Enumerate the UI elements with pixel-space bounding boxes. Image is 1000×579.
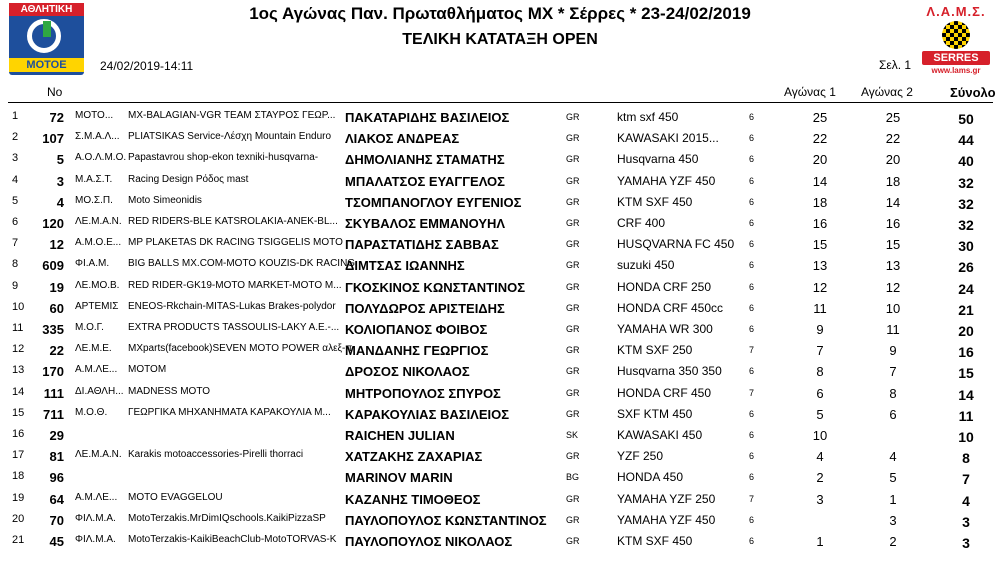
cell-cl: 7 xyxy=(749,493,755,504)
cell-r2: 9 xyxy=(889,343,897,359)
cell-r1: 4 xyxy=(816,449,824,465)
cell-cl: 6 xyxy=(749,133,755,144)
cell-team: MP PLAKETAS DK RACING TSIGGELIS MOTO xyxy=(128,237,343,249)
cell-nat: GR xyxy=(566,281,580,292)
cell-club: ΦΙΛ.Μ.Α. xyxy=(75,512,116,524)
cell-num: 120 xyxy=(42,216,64,231)
cell-nat: GR xyxy=(566,175,580,186)
cell-name: ΤΣΟΜΠΑΝΟΓΛΟΥ ΕΥΓΕΝΙΟΣ xyxy=(345,194,522,210)
page-number: Σελ. 1 xyxy=(879,58,912,72)
cell-cl: 7 xyxy=(749,345,755,356)
cell-r1: 18 xyxy=(812,194,828,210)
cell-team: EXTRA PRODUCTS TASSOULIS-LAKY A.E.-... xyxy=(128,322,340,333)
cell-r1: 6 xyxy=(816,385,824,401)
cell-club: ΛΕ.Μ.Α.Ν. xyxy=(75,449,122,461)
cell-total: 26 xyxy=(958,259,974,276)
cell-total: 32 xyxy=(958,195,974,212)
cell-nat: BG xyxy=(566,472,580,483)
cell-nat: GR xyxy=(566,324,580,334)
cell-total: 24 xyxy=(958,280,974,297)
cell-r2: 8 xyxy=(889,385,897,401)
cell-name: ΜΑΝΔΑΝΗΣ ΓΕΩΡΓΙΟΣ xyxy=(345,343,489,359)
cell-team: MotoTerzakis-KaikiBeachClub-MotoTORVAS-K xyxy=(128,534,337,545)
cell-name: ΠΟΛΥΔΩΡΟΣ ΑΡΙΣΤΕΙΔΗΣ xyxy=(345,300,505,316)
table-row xyxy=(0,467,1000,488)
cell-cl: 6 xyxy=(749,239,755,250)
cell-name: ΔΡΟΣΟΣ ΝΙΚΟΛΑΟΣ xyxy=(345,364,470,380)
cell-r1: 20 xyxy=(812,152,828,168)
cell-pos: 9 xyxy=(12,279,19,292)
cell-team: BIG BALLS MX.COM-MOTO KOUZIS-DK RACING xyxy=(128,258,356,270)
logo-right-site: www.lams.gr xyxy=(931,66,981,75)
cell-nat: GR xyxy=(566,112,580,122)
cell-pos: 15 xyxy=(12,406,25,419)
cell-total: 44 xyxy=(958,132,974,149)
cell-r2: 25 xyxy=(885,110,901,125)
cell-club: ΔΙ.ΑΘΛΗ... xyxy=(75,385,124,397)
cell-bike: HONDA 450 xyxy=(617,470,684,485)
cell-total: 50 xyxy=(958,111,974,127)
cell-total: 32 xyxy=(958,217,974,233)
cell-r1: 9 xyxy=(816,322,824,337)
cell-team: MXparts(facebook)SEVEN MOTO POWER αλεξ-π xyxy=(128,343,353,355)
cell-bike: KAWASAKI 2015... xyxy=(617,131,719,146)
cell-name: ΔΙΜΤΣΑΣ ΙΩΑΝΝΗΣ xyxy=(345,258,465,274)
cell-pos: 6 xyxy=(12,216,19,228)
cell-pos: 7 xyxy=(12,237,19,250)
cell-r1: 7 xyxy=(816,343,824,359)
cell-num: 22 xyxy=(49,343,64,359)
cell-cl: 6 xyxy=(749,112,755,122)
logo-right-serres: SERRES xyxy=(922,51,990,65)
cell-r2: 6 xyxy=(889,406,897,422)
cell-r2: 10 xyxy=(885,300,901,316)
cell-bike: YAMAHA YZF 450 xyxy=(617,173,716,188)
cell-team: MotoTerzakis.MrDimIQschools.KaikiPizzaSP xyxy=(128,512,326,524)
cell-num: 70 xyxy=(49,512,64,528)
cell-club: ΛΕ.Μ.Ε. xyxy=(75,343,112,355)
cell-pos: 5 xyxy=(12,194,19,207)
cell-total: 21 xyxy=(958,301,974,318)
cell-num: 107 xyxy=(42,131,64,147)
cell-team: PLIATSIKAS Service-Λέσχη Mountain Enduro xyxy=(128,131,332,143)
cell-team: Moto Simeonidis xyxy=(128,194,202,206)
cell-total: 30 xyxy=(958,238,974,255)
cell-team: MX-BALAGIAN-VGR TEAM ΣΤΑΥΡΟΣ ΓΕΩΡ... xyxy=(128,110,336,121)
cell-club: Α.Μ.ΛΕ... xyxy=(75,364,118,376)
cell-bike: Husqvarna 450 xyxy=(617,152,699,167)
cell-bike: YZF 250 xyxy=(617,449,664,464)
cell-cl: 6 xyxy=(749,260,755,271)
cell-nat: GR xyxy=(566,366,580,377)
table-row xyxy=(0,531,1000,552)
cell-nat: GR xyxy=(566,387,580,398)
column-header-total: Σύνολο xyxy=(950,85,996,100)
cell-num: 711 xyxy=(43,406,64,422)
cell-bike: HUSQVARNA FC 450 xyxy=(617,237,735,252)
cell-pos: 8 xyxy=(12,258,19,271)
page-title: 1ος Αγώνας Παν. Πρωταθλήματος MX * Σέρρες * 23-24/02/2019 xyxy=(249,4,751,23)
cell-pos: 18 xyxy=(12,470,25,483)
cell-name: ΠΑΡΑΣΤΑΤΙΔΗΣ ΣΑΒΒΑΣ xyxy=(345,237,499,253)
cell-nat: GR xyxy=(566,345,580,356)
cell-num: 19 xyxy=(49,279,64,295)
cell-name: ΣΚΥΒΑΛΟΣ ΕΜΜΑΝΟΥΗΛ xyxy=(345,216,506,231)
table-row xyxy=(0,404,1000,425)
cell-total: 14 xyxy=(958,386,974,403)
cell-r2: 3 xyxy=(889,512,897,528)
cell-team: Papastavrou shop-ekon texniki-husqvarna- xyxy=(128,152,319,164)
cell-r1: 25 xyxy=(812,110,828,125)
cell-r2: 1 xyxy=(889,491,897,507)
cell-team: Racing Design Ρόδος mast xyxy=(128,173,249,185)
cell-num: 335 xyxy=(42,322,64,337)
cell-club: ΜΟ.Σ.Π. xyxy=(75,194,113,206)
cell-total: 20 xyxy=(958,323,974,339)
cell-nat: GR xyxy=(566,514,580,525)
cell-bike: KTM SXF 450 xyxy=(617,194,693,209)
cell-cl: 6 xyxy=(749,196,755,207)
cell-num: 72 xyxy=(49,110,64,125)
cell-bike: SXF KTM 450 xyxy=(617,406,693,421)
cell-total: 16 xyxy=(958,344,974,361)
table-row xyxy=(0,489,1000,510)
cell-r1: 15 xyxy=(812,237,828,253)
cell-total: 4 xyxy=(962,492,970,509)
cell-total: 15 xyxy=(958,365,974,382)
cell-pos: 4 xyxy=(12,173,19,186)
cell-nat: GR xyxy=(566,408,580,419)
cell-name: ΚΟΛΙΟΠΑΝΟΣ ΦΟΙΒΟΣ xyxy=(345,322,488,337)
table-row xyxy=(0,446,1000,467)
cell-num: 3 xyxy=(56,173,64,189)
cell-num: 12 xyxy=(49,237,64,253)
cell-num: 64 xyxy=(49,491,64,507)
cell-club: ΑΡΤΕΜΙΣ xyxy=(75,300,119,312)
cell-cl: 6 xyxy=(749,451,755,462)
cell-r2: 22 xyxy=(885,131,901,147)
cell-pos: 17 xyxy=(12,449,25,462)
cell-r2: 7 xyxy=(889,364,897,380)
cell-bike: HONDA CRF 250 xyxy=(617,279,712,294)
cell-num: 5 xyxy=(56,152,64,168)
cell-num: 81 xyxy=(49,449,64,465)
cell-nat: GR xyxy=(566,239,580,250)
cell-r1: 22 xyxy=(812,131,828,147)
cell-club: Σ.Μ.Α.Λ... xyxy=(75,131,120,143)
cell-total: 7 xyxy=(962,471,970,488)
cell-bike: KAWASAKI 450 xyxy=(617,428,703,442)
cell-name: ΠΑΚΑΤΑΡΙΔΗΣ ΒΑΣΙΛΕΙΟΣ xyxy=(345,110,510,125)
table-row xyxy=(0,510,1000,531)
cell-r2: 4 xyxy=(889,449,897,465)
table-row xyxy=(0,213,1000,234)
page-subtitle: ΤΕΛΙΚΗ ΚΑΤΑΤΑΞΗ OPEN xyxy=(402,31,598,48)
cell-num: 60 xyxy=(49,300,64,316)
cell-name: ΚΑΡΑΚΟΥΛΙΑΣ ΒΑΣΙΛΕΙΟΣ xyxy=(345,406,510,422)
cell-r2: 16 xyxy=(885,216,901,231)
cell-nat: SK xyxy=(566,430,579,440)
cell-r2: 13 xyxy=(885,258,901,274)
cell-bike: ktm sxf 450 xyxy=(617,110,679,124)
cell-pos: 14 xyxy=(12,385,25,398)
cell-cl: 6 xyxy=(749,281,755,292)
cell-r1: 5 xyxy=(816,406,824,422)
cell-pos: 2 xyxy=(12,131,19,144)
cell-r2: 2 xyxy=(889,534,897,549)
cell-bike: YAMAHA YZF 450 xyxy=(617,512,716,527)
cell-pos: 16 xyxy=(12,428,25,440)
cell-club: Μ.Ο.Θ. xyxy=(75,406,108,418)
table-row xyxy=(0,107,1000,128)
cell-name: ΜΠΑΛΑΤΣΟΣ ΕΥΑΓΓΕΛΟΣ xyxy=(345,173,505,189)
cell-club: ΦΙΛ.Μ.Α. xyxy=(75,534,116,545)
cell-num: 45 xyxy=(49,534,64,549)
cell-r2: 11 xyxy=(886,322,900,337)
table-row xyxy=(0,425,1000,446)
column-header-race1: Αγώνας 1 xyxy=(784,85,836,99)
cell-cl: 6 xyxy=(749,218,755,228)
cell-club: ΛΕ.Μ.Α.Ν. xyxy=(75,216,122,227)
cell-num: 170 xyxy=(42,364,64,380)
cell-team: MOTO EVAGGELOU xyxy=(128,491,223,503)
cell-team: ΓΕΩΡΓΙΚΑ ΜΗΧΑΝΗΜΑΤΑ ΚΑΡΑΚΟΥΛΙΑ Μ... xyxy=(128,406,331,418)
table-row xyxy=(0,128,1000,149)
cell-pos: 1 xyxy=(12,110,19,122)
cell-nat: GR xyxy=(566,154,580,165)
cell-team: RED RIDER-GK19-MOTO MARKET-MOTO M... xyxy=(128,279,342,291)
cell-bike: KTM SXF 250 xyxy=(617,343,693,358)
logo-right-lams: Λ.Α.Μ.Σ. xyxy=(926,4,986,19)
cell-club: ΜΟΤΟ... xyxy=(75,110,114,121)
cell-cl: 6 xyxy=(749,536,755,546)
cell-r1: 8 xyxy=(816,364,824,380)
cell-club: Μ.Α.Σ.Τ. xyxy=(75,173,113,185)
cell-cl: 6 xyxy=(749,472,755,483)
cell-name: ΓΚΟΣΚΙΝΟΣ ΚΩΝΣΤΑΝΤΙΝΟΣ xyxy=(345,279,526,295)
cell-name: ΧΑΤΖΑΚΗΣ ΖΑΧΑΡΙΑΣ xyxy=(345,449,483,465)
cell-nat: GR xyxy=(566,536,580,546)
cell-bike: Husqvarna 350 350 xyxy=(617,364,722,379)
cell-num: 29 xyxy=(49,428,64,443)
cell-total: 32 xyxy=(958,174,974,191)
cell-pos: 10 xyxy=(12,300,25,313)
cell-name: ΠΑΥΛΟΠΟΥΛΟΣ ΚΩΝΣΤΑΝΤΙΝΟΣ xyxy=(345,512,547,528)
table-row xyxy=(0,149,1000,170)
cell-pos: 19 xyxy=(12,491,25,504)
cell-bike: CRF 400 xyxy=(617,216,666,230)
cell-r1: 13 xyxy=(812,258,828,274)
cell-total: 3 xyxy=(962,535,970,551)
cell-total: 40 xyxy=(958,153,974,170)
cell-bike: YAMAHA WR 300 xyxy=(617,322,713,336)
cell-r1: 12 xyxy=(812,279,828,295)
cell-cl: 6 xyxy=(749,514,755,525)
cell-club: Α.Μ.Ο.Ε... xyxy=(75,237,122,249)
cell-total: 10 xyxy=(958,429,974,445)
cell-team: Karakis motoaccessories-Pirelli thorraci xyxy=(128,449,304,461)
cell-r1: 14 xyxy=(812,173,828,189)
cell-team: MOTOM xyxy=(128,364,167,376)
cell-cl: 6 xyxy=(749,430,755,440)
cell-cl: 6 xyxy=(749,302,755,313)
cell-cl: 6 xyxy=(749,154,755,165)
table-row xyxy=(0,319,1000,340)
cell-nat: GR xyxy=(566,133,580,144)
cell-team: RED RIDERS-BLE KATSROLAKIA-ANEK-BL... xyxy=(128,216,338,227)
cell-club: Μ.Ο.Γ. xyxy=(75,322,104,333)
cell-club: Α.Μ.ΛΕ... xyxy=(75,491,118,503)
cell-pos: 3 xyxy=(12,152,19,165)
cell-cl: 6 xyxy=(749,366,755,377)
cell-r2: 12 xyxy=(885,279,901,295)
cell-name: ΚΑΖΑΝΗΣ ΤΙΜΟΘΕΟΣ xyxy=(345,491,481,507)
cell-bike: YAMAHA YZF 250 xyxy=(617,491,716,506)
cell-r1: 10 xyxy=(812,428,828,443)
cell-r1: 2 xyxy=(816,470,824,486)
cell-r1: 1 xyxy=(816,534,824,549)
cell-club: ΦΙ.Α.Μ. xyxy=(75,258,110,270)
column-header-race2: Αγώνας 2 xyxy=(861,85,913,99)
cell-num: 111 xyxy=(43,385,64,401)
table-row xyxy=(0,192,1000,213)
column-header-no: No xyxy=(47,85,63,99)
cell-pos: 12 xyxy=(12,343,25,356)
cell-num: 4 xyxy=(56,194,64,210)
cell-r1: 11 xyxy=(813,300,827,316)
cell-team: MADNESS MOTO xyxy=(128,385,211,397)
cell-nat: GR xyxy=(566,302,580,313)
cell-total: 8 xyxy=(962,450,970,467)
cell-total: 3 xyxy=(962,513,970,530)
print-datetime: 24/02/2019-14:11 xyxy=(100,59,194,73)
table-row xyxy=(0,383,1000,404)
cell-nat: GR xyxy=(566,451,580,462)
cell-cl: 6 xyxy=(749,324,755,334)
cell-r2: 14 xyxy=(885,194,901,210)
cell-pos: 21 xyxy=(12,534,25,546)
cell-bike: HONDA CRF 450cc xyxy=(617,300,724,315)
header-divider xyxy=(8,102,993,103)
table-row xyxy=(0,298,1000,319)
table-row xyxy=(0,361,1000,382)
cell-pos: 20 xyxy=(12,512,25,525)
cell-name: MARINOV MARIN xyxy=(345,470,453,486)
cell-name: RAICHEN JULIAN xyxy=(345,428,455,443)
table-row xyxy=(0,234,1000,255)
cell-name: ΛΙΑΚΟΣ ΑΝΔΡΕΑΣ xyxy=(345,131,460,147)
cell-club: ΛΕ.ΜΟ.Β. xyxy=(75,279,120,291)
cell-club: Α.Ο.Λ.Μ.Ο. xyxy=(75,152,127,164)
cell-team: ENEOS-Rkchain-MITAS-Lukas Brakes-polydor xyxy=(128,300,336,312)
cell-name: ΔΗΜΟΛΙΑΝΗΣ ΣΤΑΜΑΤΗΣ xyxy=(345,152,505,168)
cell-r2: 18 xyxy=(885,173,901,189)
cell-r1: 3 xyxy=(816,491,824,507)
cell-pos: 11 xyxy=(12,322,24,334)
table-row xyxy=(0,277,1000,298)
cell-bike: suzuki 450 xyxy=(617,258,675,273)
logo-left-bottom-text: MOTOE xyxy=(9,58,84,72)
cell-nat: GR xyxy=(566,218,580,228)
cell-num: 96 xyxy=(49,470,64,486)
cell-r2: 5 xyxy=(889,470,897,486)
cell-r2: 20 xyxy=(885,152,901,168)
cell-cl: 7 xyxy=(749,387,755,398)
table-row xyxy=(0,171,1000,192)
cell-nat: GR xyxy=(566,260,580,271)
cell-cl: 6 xyxy=(749,175,755,186)
cell-pos: 13 xyxy=(12,364,25,377)
cell-bike: HONDA CRF 450 xyxy=(617,385,712,400)
cell-bike: KTM SXF 450 xyxy=(617,534,693,548)
logo-left-top-text: ΑΘΛΗΤΙΚΗ xyxy=(9,3,84,16)
cell-name: ΠΑΥΛΟΠΟΥΛΟΣ ΝΙΚΟΛΑΟΣ xyxy=(345,534,513,549)
cell-name: ΜΗΤΡΟΠΟΥΛΟΣ ΣΠΥΡΟΣ xyxy=(345,385,501,401)
cell-nat: GR xyxy=(566,493,580,504)
cell-cl: 6 xyxy=(749,408,755,419)
cell-num: 609 xyxy=(42,258,64,274)
table-row xyxy=(0,255,1000,276)
cell-r2: 15 xyxy=(885,237,901,253)
cell-total: 11 xyxy=(958,407,974,424)
table-row xyxy=(0,340,1000,361)
cell-nat: GR xyxy=(566,196,580,207)
cell-r1: 16 xyxy=(812,216,828,231)
